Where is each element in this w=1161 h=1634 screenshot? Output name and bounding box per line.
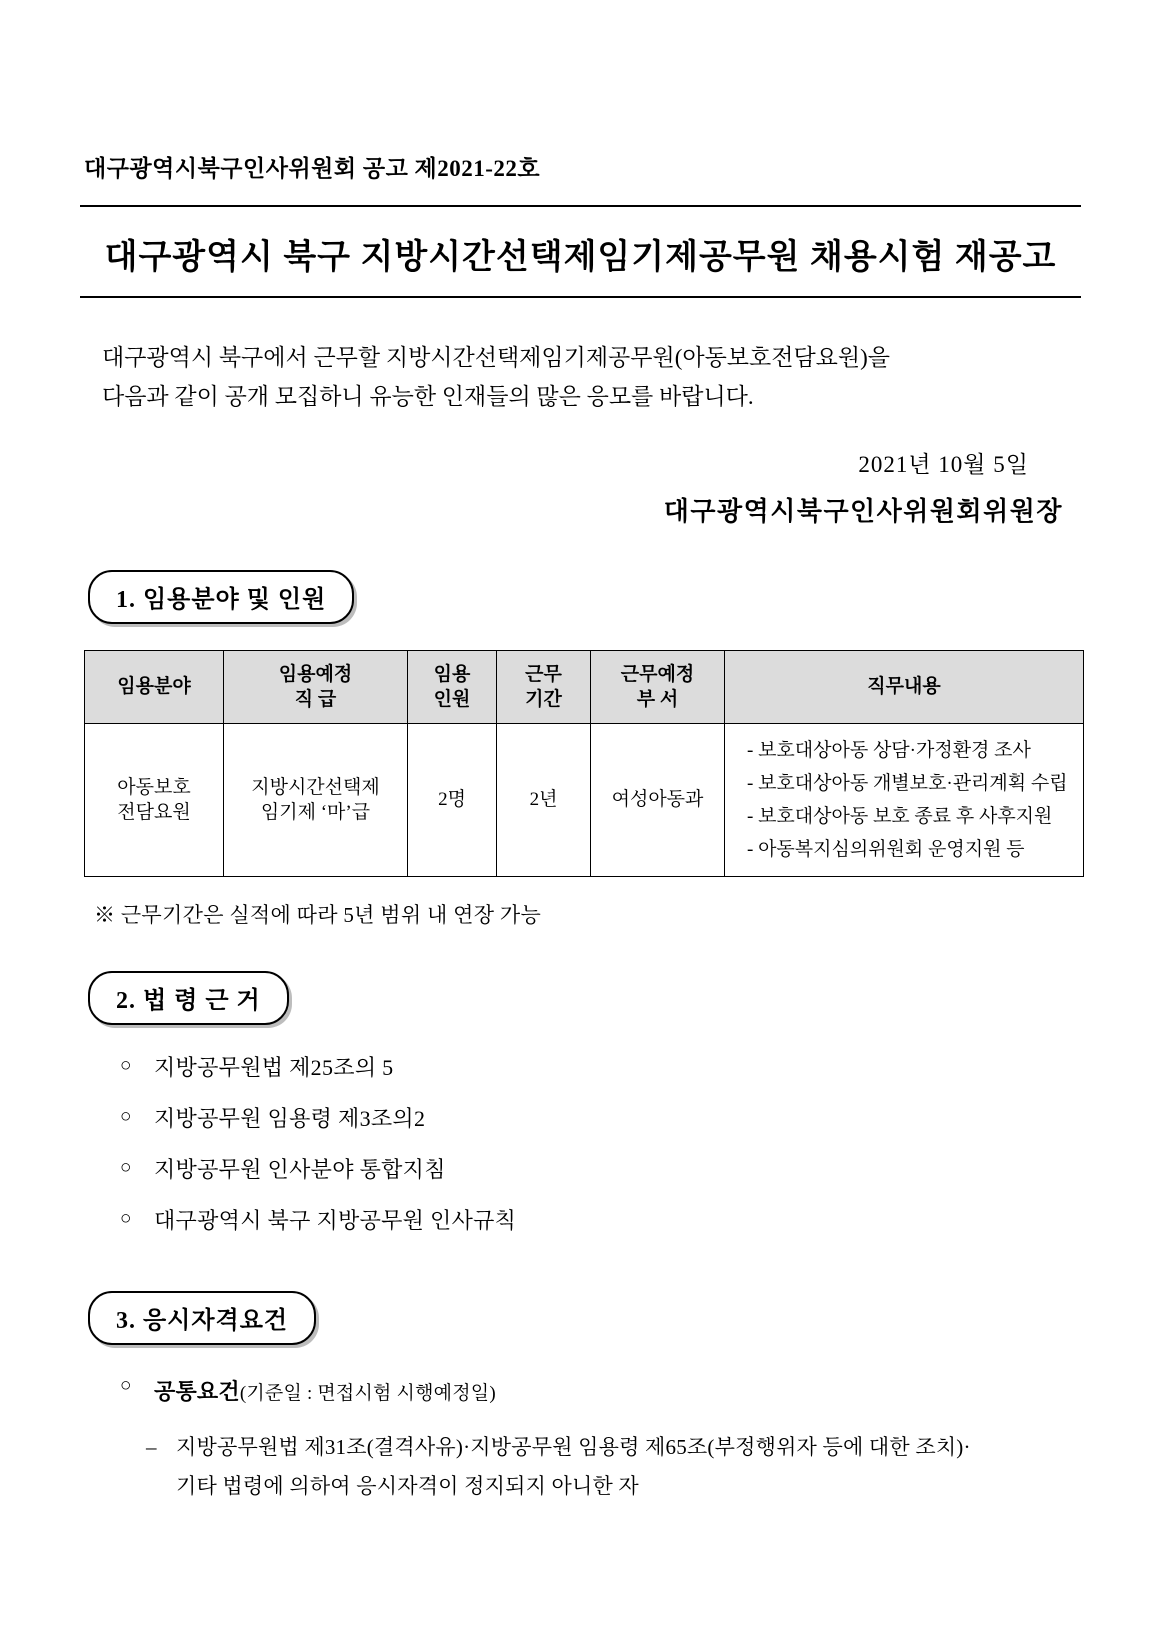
duty-item: - 보호대상아동 개별보호·관리계획 수립	[747, 772, 1068, 794]
cell-field	[85, 724, 224, 877]
list-item: ○ 대구광역시 북구 지방공무원 인사규칙	[120, 1204, 1081, 1238]
cell-dept: 여성아동과	[591, 724, 725, 877]
section-2-heading-wrap	[88, 971, 1081, 1025]
title-rule-bottom	[80, 296, 1081, 298]
th-dept-line1: 근무예정	[620, 663, 695, 685]
appointment-table	[84, 650, 1084, 877]
qualification-detail-line-1: – 지방공무원법 제31조(결격사유)·지방공무원 임용령 제65조(부정행위자 등에 대한 조치)·	[142, 1428, 1081, 1468]
document-number: 대구광역시북구인사위원회 공고 제2021-22호	[84, 156, 541, 181]
intro-paragraph	[80, 338, 1081, 416]
table-header-row	[85, 651, 1084, 724]
cell-period: 2년	[497, 724, 591, 877]
qualification-detail	[120, 1428, 1081, 1508]
cell-count: 2명	[408, 724, 497, 877]
th-period-line2: 기간	[525, 689, 562, 711]
th-field: 임용분야	[85, 651, 224, 724]
th-grade-line2: 직 급	[294, 689, 337, 711]
duty-item: - 보호대상아동 보호 종료 후 사후지원	[747, 806, 1053, 828]
list-item: ○ 지방공무원법 제25조의 5	[120, 1051, 1081, 1085]
th-period-line1: 근무	[525, 663, 562, 685]
section-3-heading-wrap	[88, 1291, 1081, 1345]
section-1-heading-wrap	[88, 570, 1081, 624]
qualification-block	[80, 1375, 1081, 1508]
announcement-date: 2021년 10월 5일	[858, 452, 1029, 478]
cell-grade	[224, 724, 408, 877]
table-row	[85, 724, 1084, 877]
th-grade-line1: 임용예정	[278, 663, 353, 685]
table-header	[85, 651, 1084, 724]
duty-item: - 보호대상아동 상담·가정환경 조사	[747, 739, 1031, 761]
qualification-detail-line-2: 기타 법령에 의하여 응시자격이 정지되지 아니한 자	[176, 1474, 639, 1499]
section-3-heading: 3. 응시자격요건	[88, 1291, 316, 1345]
th-count	[408, 651, 497, 724]
list-item: ○ 지방공무원 인사분야 통합지침	[120, 1153, 1081, 1187]
cell-duties	[725, 724, 1084, 877]
th-period	[497, 651, 591, 724]
cell-grade-line1: 지방시간선택제	[251, 776, 380, 798]
th-dept-line2: 부 서	[636, 689, 679, 711]
section-1-heading: 1. 임용분야 및 인원	[88, 570, 354, 624]
th-count-line2: 인원	[433, 689, 471, 711]
common-requirement-label: 공통요건	[154, 1378, 240, 1404]
section-2-heading: 2. 법 령 근 거	[88, 971, 289, 1025]
section-1-note: ※ 근무기간은 실적에 따라 5년 범위 내 연장 가능	[94, 903, 542, 928]
legal-basis-list	[80, 1051, 1081, 1238]
common-requirement-sub: (기준일 : 면접시험 시행예정일)	[239, 1382, 496, 1404]
th-count-line1: 임용	[433, 663, 471, 685]
intro-line-2: 다음과 같이 공개 모집하니 유능한 인재들의 많은 응모를 바랍니다.	[102, 384, 754, 410]
th-dept	[591, 651, 725, 724]
document-title: 대구광역시 북구 지방시간선택제임기제공무원 채용시험 재공고	[104, 239, 1057, 276]
signer-name: 대구광역시북구인사위원회위원장	[663, 497, 1063, 527]
common-requirement-line	[120, 1375, 1081, 1406]
duty-item: - 아동복지심의위원회 운영지원 등	[747, 839, 1025, 861]
cell-grade-line2: 임기제 ‘마’급	[260, 802, 371, 824]
intro-line-1: 대구광역시 북구에서 근무할 지방시간선택제임기제공무원(아동보호전담요원)을	[102, 345, 890, 370]
table-body	[85, 724, 1084, 877]
th-duties: 직무내용	[725, 651, 1084, 724]
cell-field-line1: 아동보호	[117, 776, 191, 798]
th-grade	[224, 651, 408, 724]
list-item: ○ 지방공무원 임용령 제3조의2	[120, 1102, 1081, 1136]
cell-field-line2: 전담요원	[117, 802, 191, 824]
